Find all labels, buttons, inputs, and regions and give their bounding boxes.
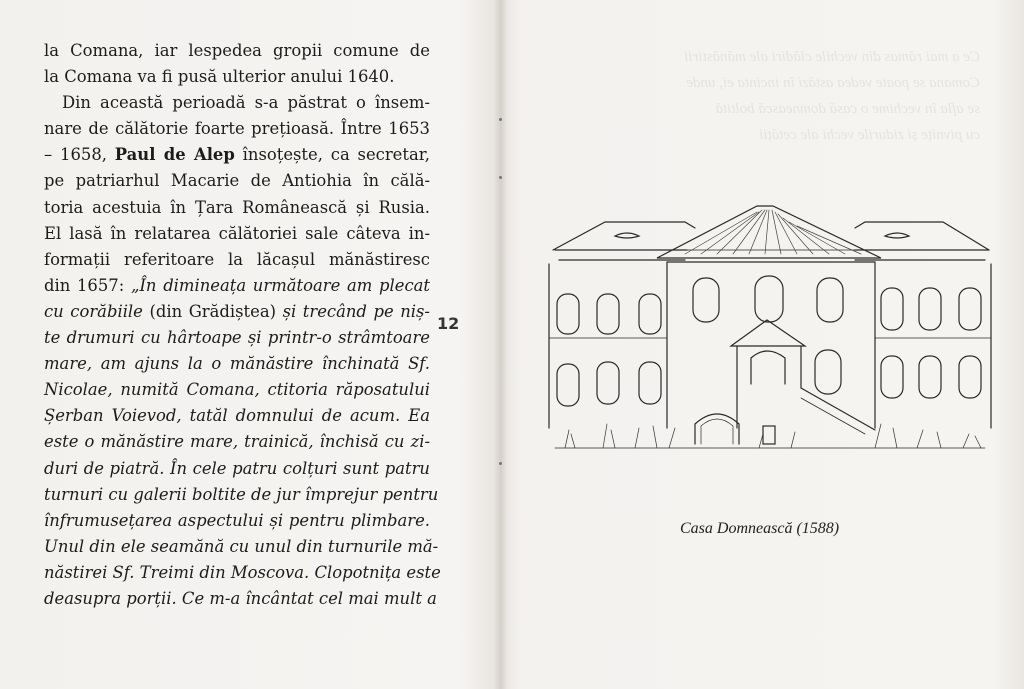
binding-stitch (499, 176, 502, 179)
text-segment: – 1658, (44, 145, 115, 165)
text-segment: formații referitoare la lăcașul mănăstiresc (44, 249, 430, 269)
text-line (44, 456, 430, 482)
text-line (44, 142, 430, 168)
text-line (44, 325, 430, 351)
illustration-caption: Casa Domnească (1588) (680, 520, 840, 537)
text-line (44, 560, 441, 586)
text-segment: la Comana va fi pusă ulterior anului 1640. (44, 67, 395, 87)
text-line (44, 64, 430, 90)
text-segment: Din această perioadă s-a păstrat o însem- (62, 93, 430, 113)
text-segment: înfrumusețarea aspectului și pentru plimbare. (44, 510, 430, 530)
text-line (44, 482, 439, 508)
text-line (44, 429, 430, 455)
show-through-text: Ce a mai rămas din vechile clădiri ale mănăstirii Comana se poate vedea astăzi în incinta ei, unde se afla în vechime o casă domnească boltită cu pivnițe și zidurile vechi ale cetății (684, 49, 980, 143)
text-line (44, 403, 430, 429)
text-line (44, 273, 430, 299)
text-segment: din 1657: (44, 275, 131, 295)
text-line (44, 586, 437, 612)
text-segment: Paul de Alep (114, 145, 235, 165)
text-line (44, 195, 430, 221)
text-segment: (din Grădiștea) (142, 301, 283, 321)
text-line (44, 116, 430, 142)
text-segment: este o mănăstire mare, trainică, închisă cu zi- (44, 432, 430, 452)
text-segment: năstirei Sf. Treimi din Moscova. Clopotnița este (44, 562, 441, 582)
text-segment: pe patriarhul Macarie de Antiohia în călă- (44, 171, 430, 191)
left-page-text (44, 38, 441, 612)
book-gutter (494, 0, 508, 689)
text-segment: turnuri cu galerii boltite de jur împrejur pentru (44, 484, 439, 504)
page-number: 12 (437, 314, 460, 333)
text-segment: toria acestuia în Țara Românească și Rusia. (44, 197, 430, 217)
text-segment: Nicolae, numită Comana, ctitoria răposatului (44, 380, 430, 400)
text-segment: duri de piatră. În cele patru colțuri sunt patru (44, 458, 430, 478)
text-line (44, 247, 430, 273)
text-line (44, 38, 430, 64)
text-line (44, 168, 430, 194)
text-segment: Unul din ele seamănă cu unul din turnurile mă- (44, 536, 439, 556)
text-line (44, 534, 439, 560)
text-segment: la Comana, iar lespedea gropii comune de (44, 41, 430, 60)
text-segment: și trecând pe niș- (282, 301, 430, 321)
text-line (44, 90, 430, 116)
text-segment: cu corăbiile (44, 301, 143, 321)
text-segment: nare de călătorie foarte prețioasă. Între 1653 (44, 119, 430, 139)
text-segment: „În dimineața următoare am plecat (130, 275, 430, 295)
text-segment: mare, am ajuns la o mănăstire închinată Sf. (44, 354, 430, 374)
text-segment: El lasă în relatarea călătoriei sale câteva in- (44, 223, 430, 243)
text-line (44, 351, 430, 377)
text-segment: Șerban Voievod, tatăl domnului de acum. Ea (44, 406, 430, 426)
binding-stitch (499, 462, 502, 465)
casa-domneasca-illustration (545, 198, 995, 468)
text-segment: însoțește, ca secretar, (234, 145, 430, 165)
text-line (44, 508, 430, 534)
text-line (44, 299, 430, 325)
text-line (44, 221, 430, 247)
text-line (44, 377, 430, 403)
text-segment: deasupra porții. Ce m-a încântat cel mai mult a (44, 588, 437, 608)
text-segment: te drumuri cu hârtoape și printr-o strâmtoare (44, 328, 430, 348)
binding-stitch (499, 118, 502, 121)
